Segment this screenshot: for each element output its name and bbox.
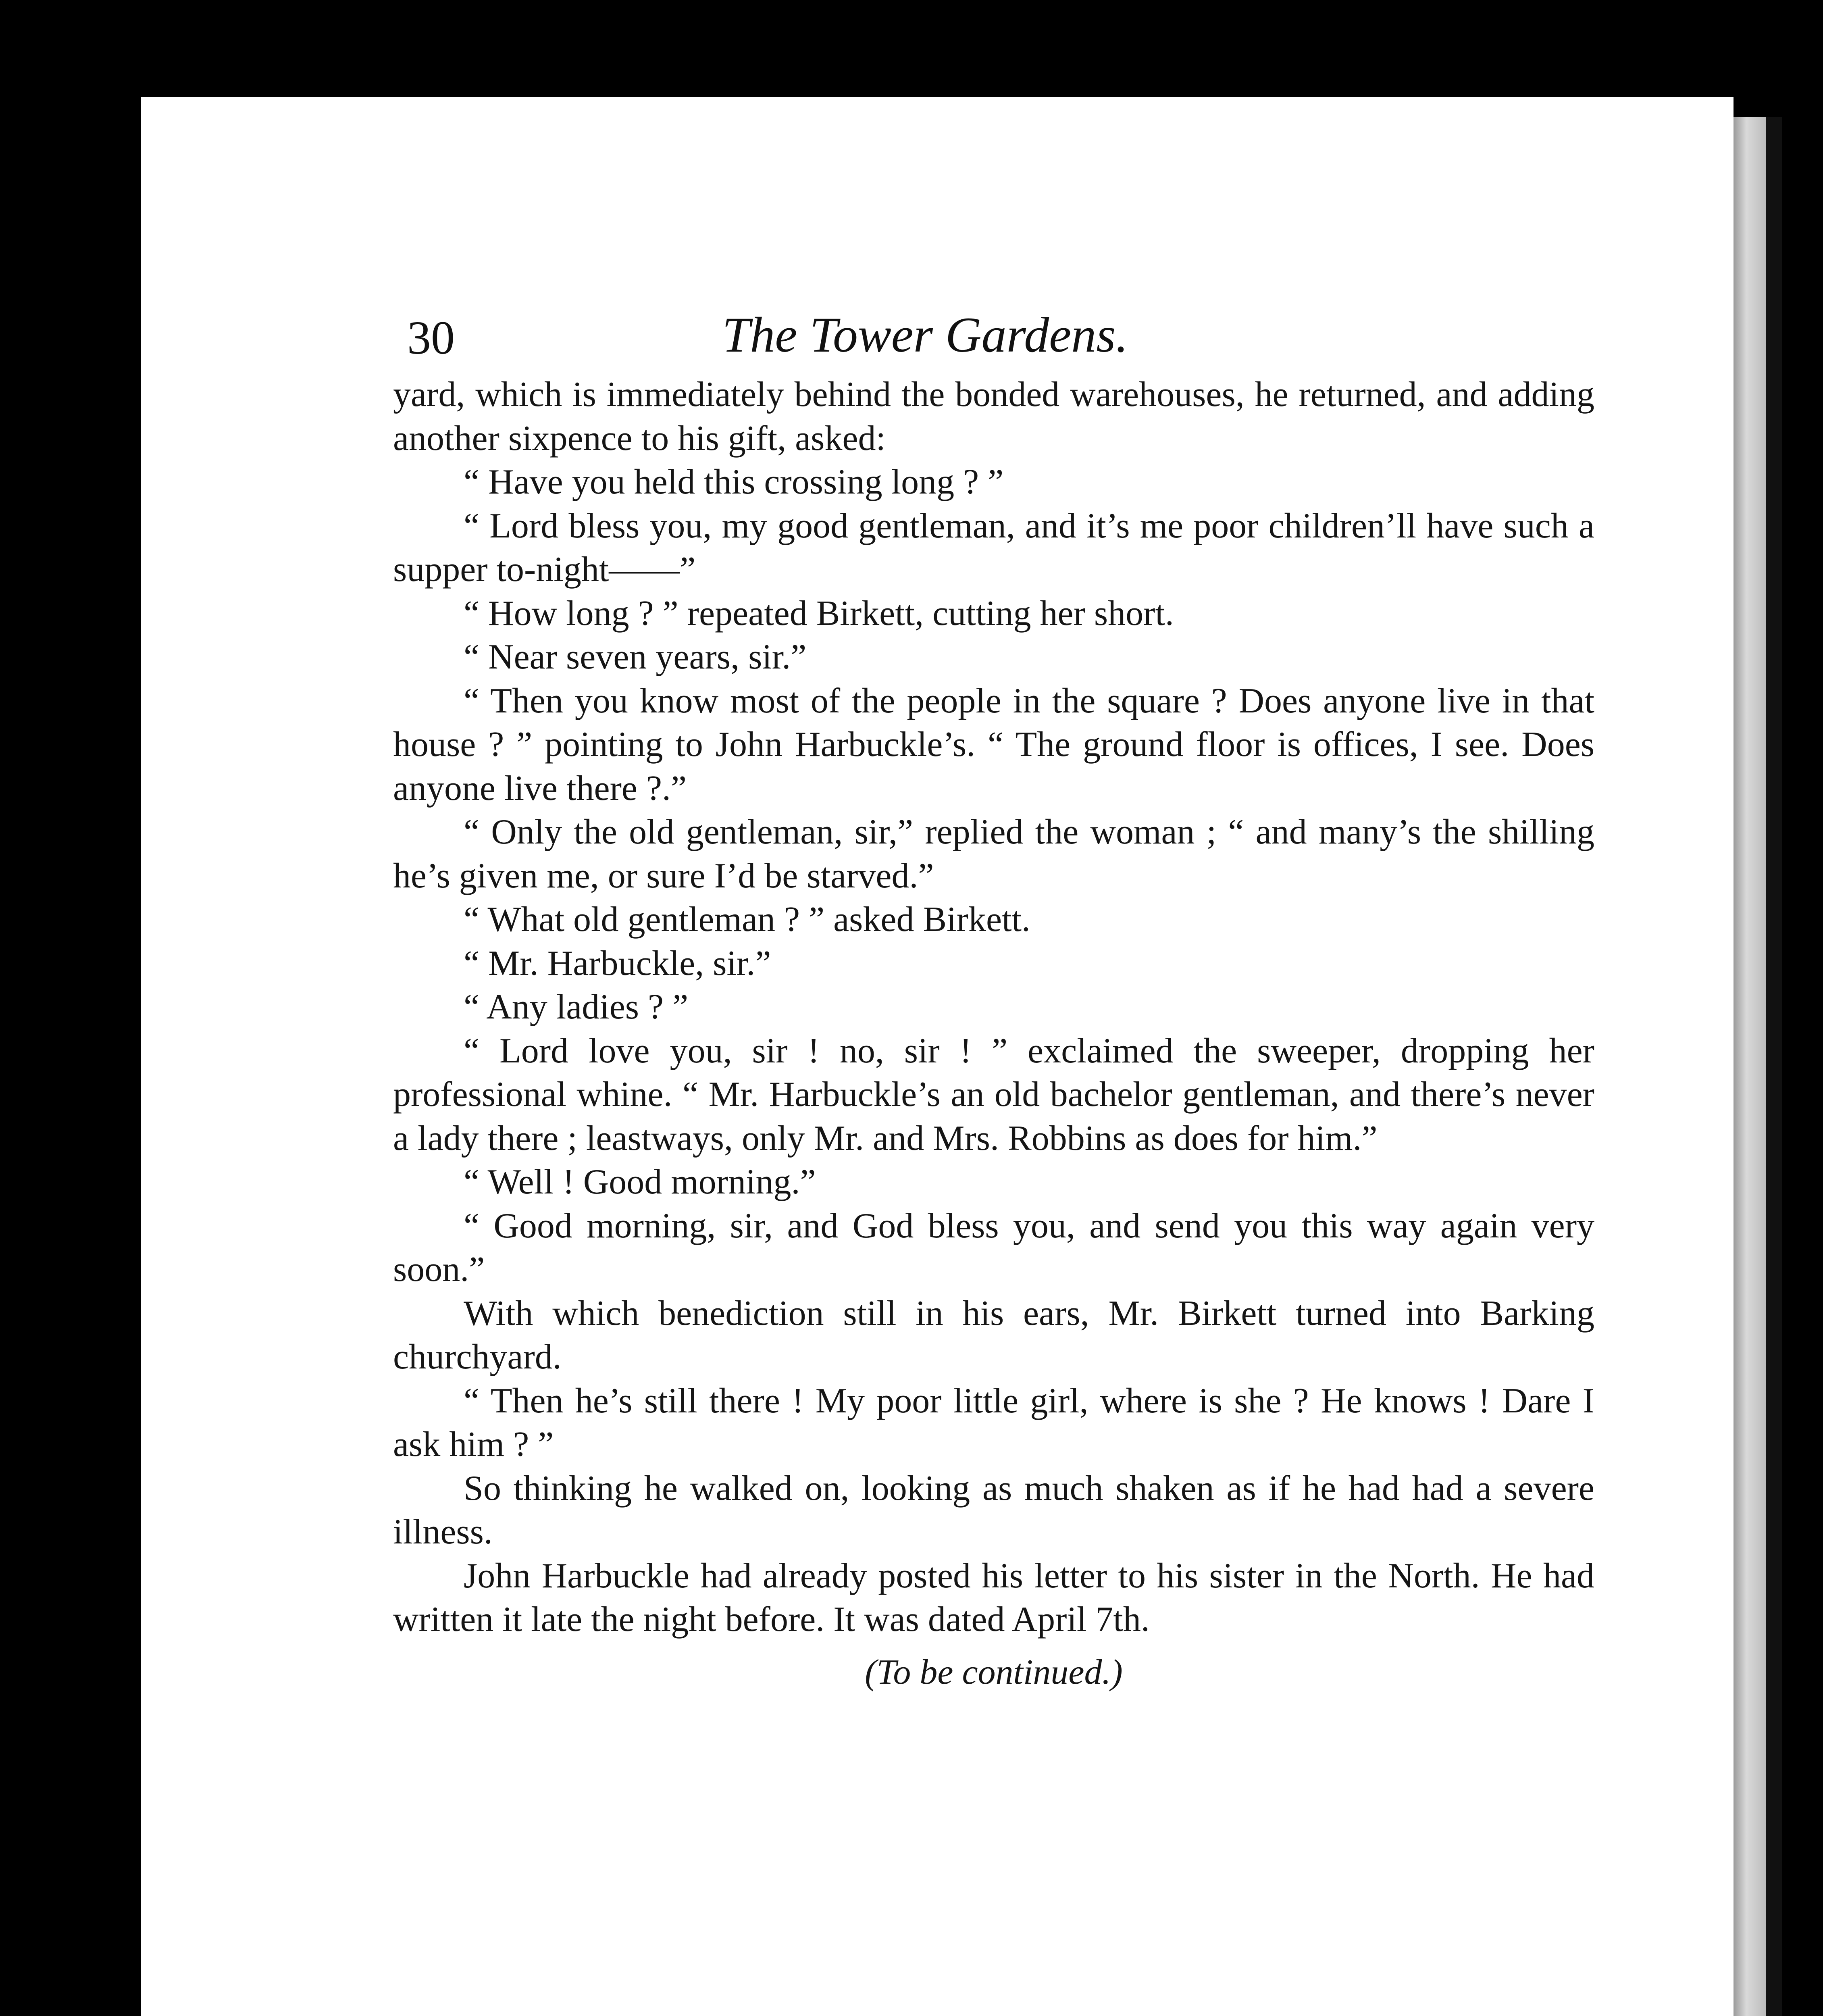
paragraph: “ Any ladies ? ”: [464, 987, 689, 1027]
paragraph: “ Lord love you, sir ! no, sir ! ” exclaimed the sweeper, dropping her professional whine. “ Mr. Harbuckle’s an old bachelor gentleman, and there’s never a lady there ; leastways, only Mr. and Mrs. Robbins as does for him.”: [393, 1031, 1594, 1158]
page-gutter: [1766, 117, 1782, 2016]
paragraph: So thinking he walked on, looking as much shaken as if he had had a severe illness.: [393, 1468, 1594, 1552]
paragraph: yard, which is immediately behind the bonded warehouses, he returned, and adding another sixpence to his gift, asked:: [393, 375, 1594, 458]
paragraph: John Harbuckle had already posted his letter to his sister in the North. He had written it late the night before. It was dated April 7th.: [393, 1556, 1594, 1639]
paragraph: “ Then you know most of the people in the square ? Does anyone live in that house ? ” pointing to John Harbuckle’s. “ The ground floor is offices, I see. Does anyone live there ?.”: [393, 681, 1594, 808]
paragraph: “ Only the old gentleman, sir,” replied the woman ; “ and many’s the shilling he’s given me, or sure I’d be starved.”: [393, 812, 1594, 896]
paragraph: “ Mr. Harbuckle, sir.”: [464, 943, 771, 983]
page-edge-shadow: [1734, 117, 1766, 2016]
paragraph: “ Near seven years, sir.”: [464, 637, 807, 677]
paragraph: “ Good morning, sir, and God bless you, and send you this way again very soon.”: [393, 1206, 1594, 1289]
to-be-continued-note: (To be continued.): [865, 1652, 1123, 1692]
paragraph: “ What old gentleman ? ” asked Birkett.: [464, 900, 1030, 939]
paragraph: “ Lord bless you, my good gentleman, and it’s me poor children’ll have such a supper to-night——”: [393, 506, 1594, 589]
paragraph: “ Well ! Good morning.”: [464, 1162, 816, 1202]
page-header: [254, 282, 1596, 364]
page-number: 30: [407, 311, 455, 364]
paragraph: “ Then he’s still there ! My poor little girl, where is she ? He knows ! Dare I ask him ? ”: [393, 1381, 1594, 1464]
running-title: The Tower Gardens.: [722, 307, 1128, 362]
paragraph: “ How long ? ” repeated Birkett, cutting her short.: [464, 594, 1174, 633]
paragraph: With which benediction still in his ears, Mr. Birkett turned into Barking churchyard.: [393, 1293, 1594, 1377]
paragraph: “ Have you held this crossing long ? ”: [464, 462, 1004, 502]
story-text: [393, 373, 1594, 1694]
